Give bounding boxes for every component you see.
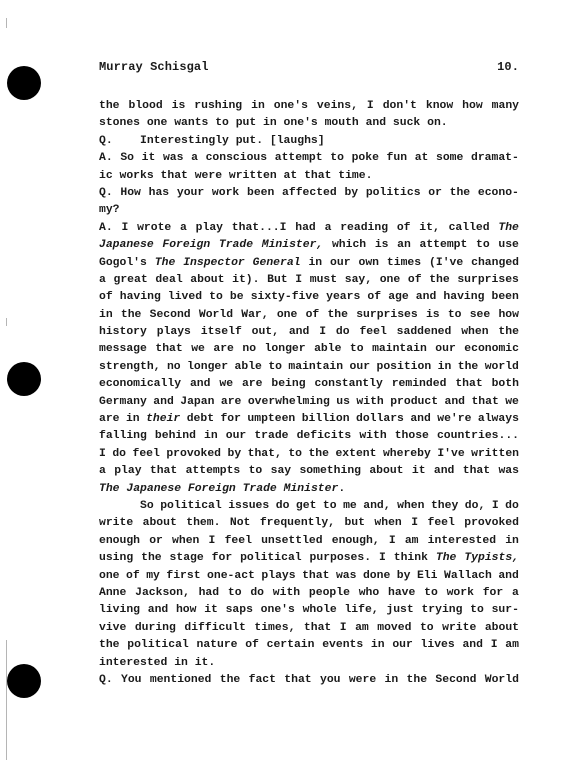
- punch-hole-middle: [7, 362, 41, 396]
- punch-hole-top: [7, 66, 41, 100]
- transcript-line: Anne Jackson, had to do with people who have to work for a: [99, 586, 519, 599]
- transcript-line: message that we are no longer able to maintain our economic: [99, 343, 519, 356]
- transcript-line: using the stage for political purposes. I think The Typists,: [99, 552, 519, 565]
- transcript-line: write about them. Not frequently, but when I feel provoked: [99, 517, 519, 530]
- transcript-line: in the Second World War, one of the surprises is to see how: [99, 308, 519, 321]
- transcript-line: of having lived to be sixty-five years of age and having been: [99, 291, 519, 304]
- transcript-line: economically and we are being constantly reminded that both: [99, 378, 519, 391]
- transcript-line: are in their debt for umpteen billion dollars and we're always: [99, 413, 519, 426]
- transcript-line: a play that attempts to say something about it and that was: [99, 465, 519, 478]
- transcript-line: Q. How has your work been affected by politics or the econo-: [99, 186, 519, 199]
- transcript-line: ic works that were written at that time.: [99, 169, 373, 182]
- transcript-line: Gogol's The Inspector General in our own times (I've changed: [99, 256, 519, 269]
- transcript-line: interested in it.: [99, 656, 216, 669]
- transcript-body: [99, 98, 519, 689]
- page-edge-mark-bottom: [6, 640, 7, 760]
- transcript-line: my?: [99, 204, 120, 217]
- transcript-line: The Japanese Foreign Trade Minister.: [99, 482, 346, 495]
- page-edge-mark-middle: [6, 318, 7, 326]
- transcript-line: one of my first one-act plays that was done by Eli Wallach and: [99, 569, 519, 582]
- transcript-line: Germany and Japan are overwhelming us with product and that we: [99, 395, 519, 408]
- transcript-line: I do feel provoked by that, to the extent whereby I've written: [99, 447, 519, 460]
- transcript-line: So political issues do get to me and, when they do, I do: [140, 499, 519, 512]
- transcript-line: strength, no longer able to maintain our position in the world: [99, 360, 519, 373]
- transcript-line: Japanese Foreign Trade Minister, which is an attempt to use: [99, 239, 519, 252]
- transcript-line: A. I wrote a play that...I had a reading of it, called The: [99, 221, 519, 234]
- transcript-line: history plays itself out, and I do feel saddened when the: [99, 326, 519, 339]
- transcript-line: stones one wants to put in one's mouth and suck on.: [99, 117, 448, 130]
- transcript-line: a great deal about it). But I must say, one of the surprises: [99, 273, 519, 286]
- transcript-line: vive during difficult times, that I am moved to write about: [99, 621, 519, 634]
- transcript-line: Q. You mentioned the fact that you were in the Second World: [99, 673, 519, 686]
- transcript-line: Q. Interestingly put. [laughs]: [99, 134, 325, 147]
- page-edge-mark-top: [6, 18, 7, 28]
- transcript-line: the blood is rushing in one's veins, I don't know how many: [99, 100, 519, 112]
- punch-hole-bottom: [7, 664, 41, 698]
- transcript-line: the political nature of certain events in our lives and I am: [99, 639, 519, 652]
- page-number: 10.: [497, 60, 519, 74]
- transcript-line: falling behind in our trade deficits with those countries...: [99, 430, 519, 443]
- transcript-line: A. So it was a conscious attempt to poke fun at some dramat-: [99, 152, 519, 165]
- transcript-line: enough or when I feel unsettled enough, I am interested in: [99, 534, 519, 547]
- header-author: Murray Schisgal: [99, 60, 209, 74]
- transcript-line: living and how it saps one's whole life, just trying to sur-: [99, 604, 519, 617]
